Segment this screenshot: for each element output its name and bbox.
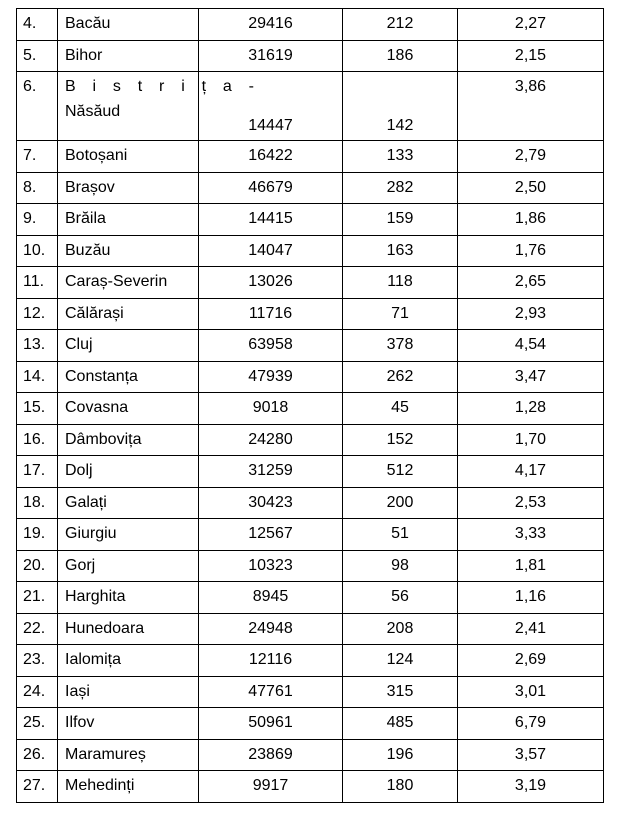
value-col-3: 3,19: [458, 771, 604, 803]
county-name: Ialomița: [58, 645, 199, 677]
row-number: 12.: [17, 298, 58, 330]
table-row: [17, 141, 604, 173]
table-row: [17, 771, 604, 803]
value-col-3: 1,76: [458, 235, 604, 267]
county-name: Iași: [58, 676, 199, 708]
row-number: 6.: [17, 72, 58, 141]
value-col-2: 159: [343, 204, 458, 236]
table-row: [17, 361, 604, 393]
table-row: [17, 676, 604, 708]
value-col-3: 1,16: [458, 582, 604, 614]
value-col-1: 23869: [199, 739, 343, 771]
table-row: [17, 613, 604, 645]
row-number: 7.: [17, 141, 58, 173]
table-row: [17, 645, 604, 677]
value-col-1: 16422: [199, 141, 343, 173]
county-name: Bacău: [58, 9, 199, 41]
value-col-2: 133: [343, 141, 458, 173]
table-row: [17, 40, 604, 72]
value-col-3: 1,70: [458, 424, 604, 456]
county-name: Galați: [58, 487, 199, 519]
value-col-1: 31259: [199, 456, 343, 488]
table-row: [17, 739, 604, 771]
county-name: Buzău: [58, 235, 199, 267]
table-row: [17, 519, 604, 551]
value-col-1: 50961: [199, 708, 343, 740]
row-number: 22.: [17, 613, 58, 645]
value-col-3: 2,50: [458, 172, 604, 204]
table-row: [17, 708, 604, 740]
value-col-1: 30423: [199, 487, 343, 519]
county-name: Constanța: [58, 361, 199, 393]
table-row: [17, 298, 604, 330]
value-col-2: 71: [343, 298, 458, 330]
value-col-3: 4,17: [458, 456, 604, 488]
value-col-1: 8945: [199, 582, 343, 614]
county-name: Covasna: [58, 393, 199, 425]
county-name: Călărași: [58, 298, 199, 330]
row-number: 20.: [17, 550, 58, 582]
value-col-2: 282: [343, 172, 458, 204]
row-number: 13.: [17, 330, 58, 362]
value-col-3: 2,15: [458, 40, 604, 72]
value-col-3: 1,28: [458, 393, 604, 425]
value-col-3: 3,57: [458, 739, 604, 771]
county-name: Botoșani: [58, 141, 199, 173]
value-col-3: 2,27: [458, 9, 604, 41]
county-name: [58, 72, 261, 141]
value-col-3: 3,47: [458, 361, 604, 393]
value-col-2: 142: [343, 72, 458, 141]
table-row: [17, 330, 604, 362]
table-body: [17, 9, 604, 803]
row-number: 21.: [17, 582, 58, 614]
value-col-1: 14415: [199, 204, 343, 236]
row-number: 11.: [17, 267, 58, 299]
value-col-3: 2,41: [458, 613, 604, 645]
county-name: Bihor: [58, 40, 199, 72]
value-col-1: 24948: [199, 613, 343, 645]
row-number: 5.: [17, 40, 58, 72]
value-col-1: 47761: [199, 676, 343, 708]
value-col-2: 124: [343, 645, 458, 677]
value-col-3: 1,86: [458, 204, 604, 236]
value-col-1: 29416: [199, 9, 343, 41]
value-col-2: 186: [343, 40, 458, 72]
value-col-1: 24280: [199, 424, 343, 456]
value-col-3: 3,33: [458, 519, 604, 551]
value-col-2: 45: [343, 393, 458, 425]
row-number: 15.: [17, 393, 58, 425]
value-col-3: 3,86: [458, 72, 604, 141]
county-name: Hunedoara: [58, 613, 199, 645]
value-col-2: 378: [343, 330, 458, 362]
value-col-1: 14447: [199, 72, 343, 141]
table-row: [17, 72, 604, 141]
value-col-3: 6,79: [458, 708, 604, 740]
value-col-2: 51: [343, 519, 458, 551]
county-name: Maramureș: [58, 739, 199, 771]
row-number: 10.: [17, 235, 58, 267]
table-row: [17, 172, 604, 204]
value-col-2: 262: [343, 361, 458, 393]
value-col-1: 10323: [199, 550, 343, 582]
county-name: Dolj: [58, 456, 199, 488]
value-col-1: 63958: [199, 330, 343, 362]
value-col-3: 3,01: [458, 676, 604, 708]
value-col-3: 4,54: [458, 330, 604, 362]
county-name: Harghita: [58, 582, 199, 614]
table-row: [17, 393, 604, 425]
table-row: [17, 424, 604, 456]
value-col-3: 2,69: [458, 645, 604, 677]
row-number: 14.: [17, 361, 58, 393]
value-col-1: 47939: [199, 361, 343, 393]
value-col-2: 512: [343, 456, 458, 488]
county-name: Giurgiu: [58, 519, 199, 551]
value-col-1: 14047: [199, 235, 343, 267]
county-name: Caraș-Severin: [58, 267, 199, 299]
value-col-2: 180: [343, 771, 458, 803]
row-number: 17.: [17, 456, 58, 488]
table-row: [17, 550, 604, 582]
value-col-1: 12116: [199, 645, 343, 677]
value-col-2: 485: [343, 708, 458, 740]
row-number: 26.: [17, 739, 58, 771]
value-col-3: 1,81: [458, 550, 604, 582]
value-col-2: 98: [343, 550, 458, 582]
value-col-1: 46679: [199, 172, 343, 204]
county-name: Brăila: [58, 204, 199, 236]
row-number: 27.: [17, 771, 58, 803]
row-number: 24.: [17, 676, 58, 708]
county-name: Ilfov: [58, 708, 199, 740]
value-col-2: 212: [343, 9, 458, 41]
value-col-1: 11716: [199, 298, 343, 330]
value-col-1: 9018: [199, 393, 343, 425]
row-number: 19.: [17, 519, 58, 551]
row-number: 8.: [17, 172, 58, 204]
county-name-line-2: Năsăud: [65, 103, 121, 120]
table-row: [17, 235, 604, 267]
value-col-2: 200: [343, 487, 458, 519]
row-number: 25.: [17, 708, 58, 740]
value-col-3: 2,79: [458, 141, 604, 173]
value-col-2: 196: [343, 739, 458, 771]
row-number: 23.: [17, 645, 58, 677]
county-name: Dâmbovița: [58, 424, 199, 456]
value-col-2: 56: [343, 582, 458, 614]
row-number: 18.: [17, 487, 58, 519]
table-row: [17, 487, 604, 519]
value-col-1: 12567: [199, 519, 343, 551]
row-number: 9.: [17, 204, 58, 236]
table-row: [17, 582, 604, 614]
table-row: [17, 9, 604, 41]
value-col-3: 2,53: [458, 487, 604, 519]
value-col-3: 2,93: [458, 298, 604, 330]
value-col-1: 31619: [199, 40, 343, 72]
county-data-table: [16, 8, 604, 803]
county-name: Cluj: [58, 330, 199, 362]
value-col-1: 13026: [199, 267, 343, 299]
value-col-2: 118: [343, 267, 458, 299]
value-col-2: 208: [343, 613, 458, 645]
county-name: Gorj: [58, 550, 199, 582]
county-name: Mehedinți: [58, 771, 199, 803]
value-col-1: 9917: [199, 771, 343, 803]
value-col-2: 163: [343, 235, 458, 267]
county-name-line-1: B i s t r i ț a -: [65, 78, 261, 95]
row-number: 4.: [17, 9, 58, 41]
table-row: [17, 456, 604, 488]
table-row: [17, 267, 604, 299]
row-number: 16.: [17, 424, 58, 456]
value-col-3: 2,65: [458, 267, 604, 299]
table-row: [17, 204, 604, 236]
value-col-2: 152: [343, 424, 458, 456]
value-col-2: 315: [343, 676, 458, 708]
county-name: Brașov: [58, 172, 199, 204]
